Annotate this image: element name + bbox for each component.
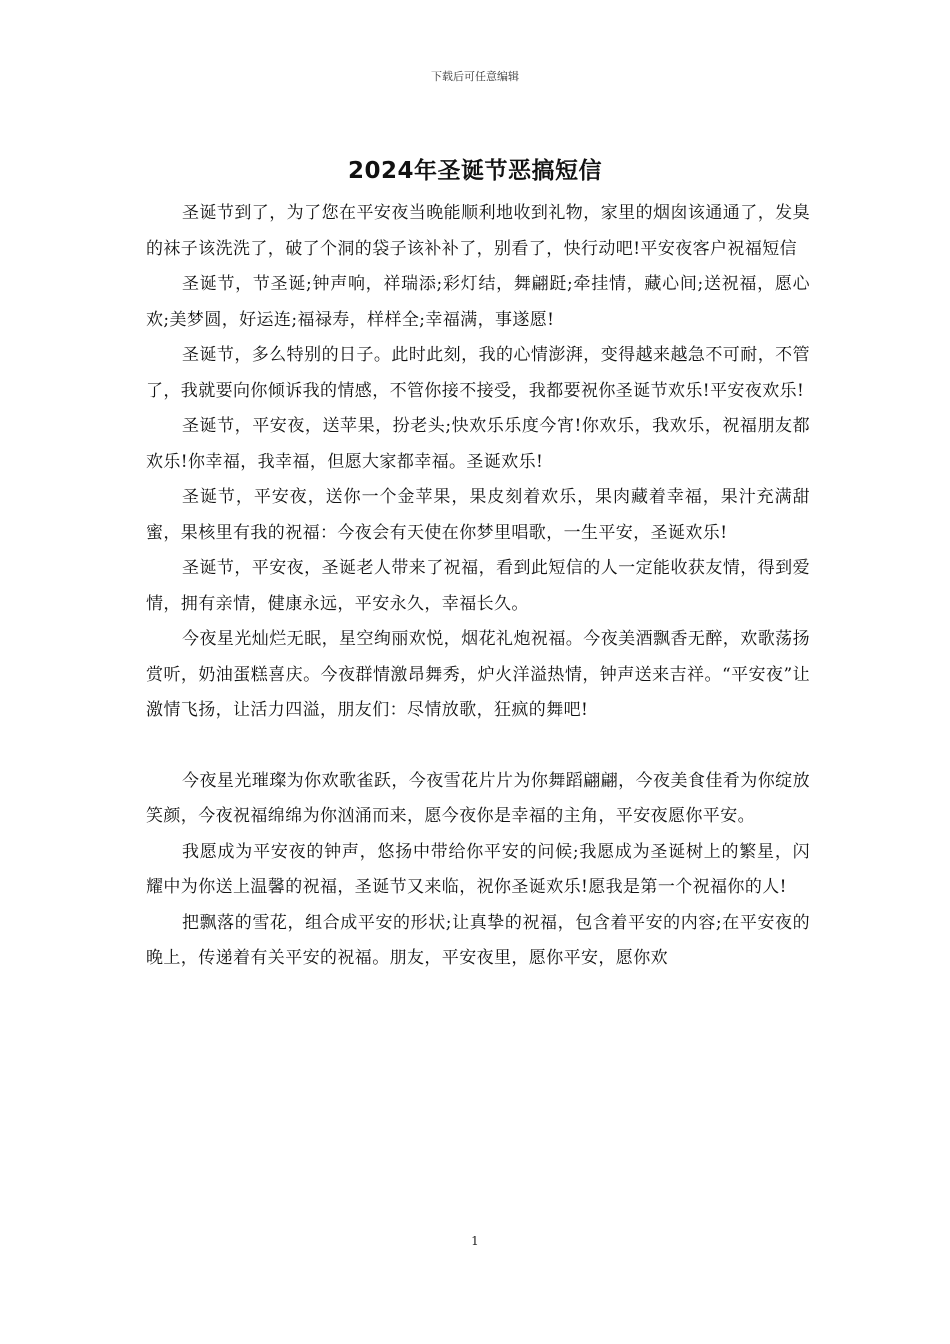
document-body [146, 196, 810, 977]
paragraph: 圣诞节，平安夜，圣诞老人带来了祝福，看到此短信的人一定能收获友情，得到爱情，拥有亲情，健康永远，平安永久，幸福长久。 [146, 558, 810, 614]
paragraph: 圣诞节，节圣诞;钟声响，祥瑞添;彩灯结，舞翩跹;牵挂情，藏心间;送祝福，愿心欢;美梦圆，好运连;福禄寿，样样全;幸福满，事遂愿! [146, 274, 810, 330]
paragraph: 把飘落的雪花，组合成平安的形状;让真挚的祝福，包含着平安的内容;在平安夜的晚上，传递着有关平安的祝福。朋友，平安夜里，愿你平安，愿你欢 [146, 912, 810, 968]
paragraph: 圣诞节，多么特别的日子。此时此刻，我的心情澎湃，变得越来越急不可耐，不管了，我就要向你倾诉我的情感，不管你接不接受，我都要祝你圣诞节欢乐!平安夜欢乐! [146, 345, 810, 401]
page-number: 1 [471, 1234, 479, 1248]
paragraph: 今夜星光灿烂无眠，星空绚丽欢悦，烟花礼炮祝福。今夜美酒飘香无醉，欢歌荡扬赏听，奶油蛋糕喜庆。今夜群情激昂舞秀，炉火洋溢热情，钟声送来吉祥。“平安夜”让激情飞扬，让活力四溢，朋友们：尽情放歌，狂疯的舞吧! [146, 629, 810, 720]
paragraph: 今夜星光璀璨为你欢歌雀跃，今夜雪花片片为你舞蹈翩翩，今夜美食佳肴为你绽放笑颜，今夜祝福绵绵为你汹涌而来，愿今夜你是幸福的主角，平安夜愿你平安。 [146, 770, 810, 826]
document-title: 2024年圣诞节恶搞短信 [347, 158, 602, 184]
paragraph: 圣诞节到了，为了您在平安夜当晚能顺利地收到礼物，家里的烟囱该通通了，发臭的袜子该洗洗了，破了个洞的袋子该补补了，别看了，快行动吧!平安夜客户祝福短信 [146, 203, 810, 259]
paragraph: 圣诞节，平安夜，送你一个金苹果，果皮刻着欢乐，果肉藏着幸福，果汁充满甜蜜，果核里有我的祝福：今夜会有天使在你梦里唱歌，一生平安，圣诞欢乐! [146, 487, 810, 543]
paragraph: 圣诞节，平安夜，送苹果，扮老头;快欢乐乐度今宵!你欢乐，我欢乐，祝福朋友都欢乐!你幸福，我幸福，但愿大家都幸福。圣诞欢乐! [146, 416, 810, 472]
paragraph-spacer [146, 729, 810, 764]
page-header-note: 下载后可任意编辑 [431, 70, 519, 83]
paragraph: 我愿成为平安夜的钟声，悠扬中带给你平安的问候;我愿成为圣诞树上的繁星，闪耀中为你送上温馨的祝福，圣诞节又来临，祝你圣诞欢乐!愿我是第一个祝福你的人! [146, 841, 810, 897]
